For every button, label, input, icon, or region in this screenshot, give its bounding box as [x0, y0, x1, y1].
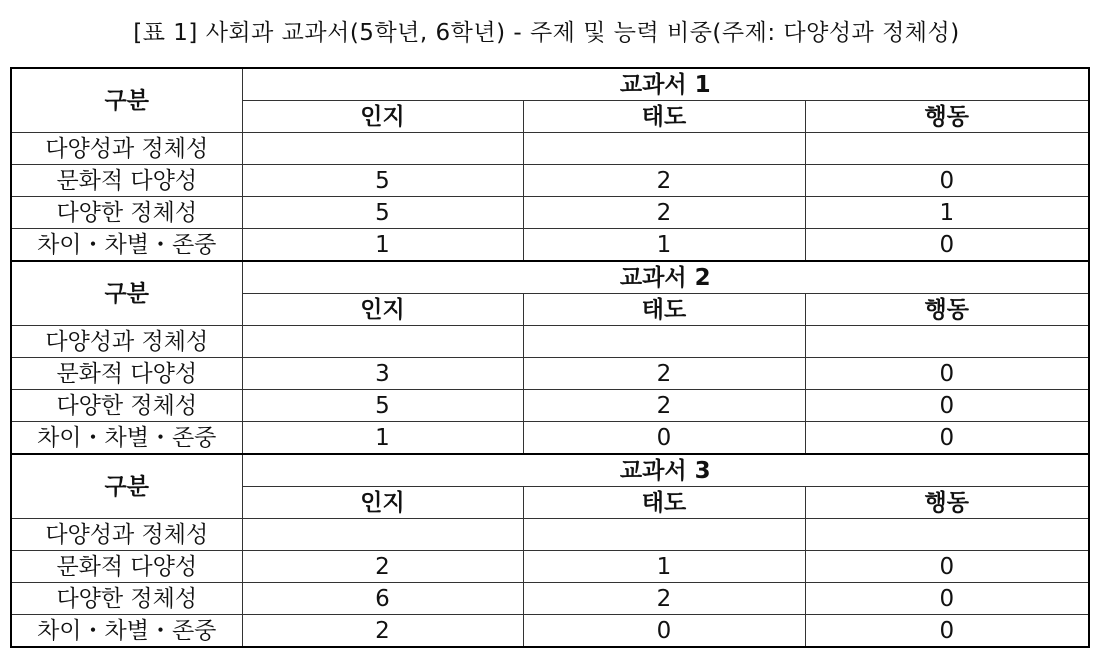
value-cell: 6 — [242, 583, 523, 615]
row-label: 차이・차별・존중 — [11, 615, 242, 648]
value-cell: 3 — [242, 358, 523, 390]
ability-weight-table — [10, 67, 1090, 648]
row-label: 문화적 다양성 — [11, 358, 242, 390]
table-row — [11, 133, 1089, 165]
value-cell: 1 — [523, 229, 805, 262]
column-header-attitude: 태도 — [523, 101, 805, 133]
theme-label: 다양성과 정체성 — [11, 326, 242, 358]
value-cell: 0 — [805, 229, 1089, 262]
empty-cell — [805, 519, 1089, 551]
textbook-title: 교과서 3 — [242, 454, 1089, 487]
value-cell: 2 — [523, 197, 805, 229]
value-cell: 2 — [523, 358, 805, 390]
theme-label: 다양성과 정체성 — [11, 133, 242, 165]
column-header-cognition: 인지 — [242, 294, 523, 326]
empty-cell — [523, 133, 805, 165]
block-2-title-row — [11, 261, 1089, 294]
value-cell: 0 — [523, 615, 805, 648]
row-label: 차이・차별・존중 — [11, 422, 242, 455]
value-cell: 0 — [805, 615, 1089, 648]
block-3-title-row — [11, 454, 1089, 487]
row-label: 다양한 정체성 — [11, 390, 242, 422]
table-row — [11, 390, 1089, 422]
table-row — [11, 326, 1089, 358]
table-row — [11, 229, 1089, 262]
value-cell: 0 — [805, 583, 1089, 615]
row-label: 다양한 정체성 — [11, 197, 242, 229]
value-cell: 0 — [805, 165, 1089, 197]
value-cell: 5 — [242, 165, 523, 197]
value-cell: 0 — [805, 358, 1089, 390]
column-header-attitude: 태도 — [523, 294, 805, 326]
textbook-title: 교과서 1 — [242, 68, 1089, 101]
table-row — [11, 197, 1089, 229]
column-header-behavior: 행동 — [805, 101, 1089, 133]
value-cell: 1 — [242, 422, 523, 455]
value-cell: 2 — [523, 390, 805, 422]
row-label: 문화적 다양성 — [11, 165, 242, 197]
value-cell: 5 — [242, 197, 523, 229]
table-row — [11, 519, 1089, 551]
empty-cell — [805, 326, 1089, 358]
table-row — [11, 615, 1089, 648]
value-cell: 2 — [242, 615, 523, 648]
row-label: 차이・차별・존중 — [11, 229, 242, 262]
column-header-cognition: 인지 — [242, 101, 523, 133]
category-header: 구분 — [11, 68, 242, 133]
value-cell: 1 — [805, 197, 1089, 229]
value-cell: 5 — [242, 390, 523, 422]
empty-cell — [242, 519, 523, 551]
column-header-behavior: 행동 — [805, 487, 1089, 519]
empty-cell — [523, 326, 805, 358]
empty-cell — [523, 519, 805, 551]
category-header: 구분 — [11, 454, 242, 519]
table-row — [11, 422, 1089, 455]
value-cell: 0 — [523, 422, 805, 455]
textbook-title: 교과서 2 — [242, 261, 1089, 294]
value-cell: 2 — [242, 551, 523, 583]
table-row — [11, 358, 1089, 390]
value-cell: 1 — [242, 229, 523, 262]
value-cell: 0 — [805, 551, 1089, 583]
empty-cell — [805, 133, 1089, 165]
category-header: 구분 — [11, 261, 242, 326]
column-header-behavior: 행동 — [805, 294, 1089, 326]
block-1-title-row — [11, 68, 1089, 101]
column-header-cognition: 인지 — [242, 487, 523, 519]
value-cell: 1 — [523, 551, 805, 583]
table-row — [11, 583, 1089, 615]
row-label: 문화적 다양성 — [11, 551, 242, 583]
table-row — [11, 551, 1089, 583]
table-row — [11, 165, 1089, 197]
row-label: 다양한 정체성 — [11, 583, 242, 615]
table-caption: [표 1] 사회과 교과서(5학년, 6학년) - 주제 및 능력 비중(주제: 다양성과 정체성) — [133, 20, 960, 46]
value-cell: 2 — [523, 165, 805, 197]
value-cell: 0 — [805, 422, 1089, 455]
empty-cell — [242, 133, 523, 165]
value-cell: 0 — [805, 390, 1089, 422]
column-header-attitude: 태도 — [523, 487, 805, 519]
empty-cell — [242, 326, 523, 358]
theme-label: 다양성과 정체성 — [11, 519, 242, 551]
value-cell: 2 — [523, 583, 805, 615]
